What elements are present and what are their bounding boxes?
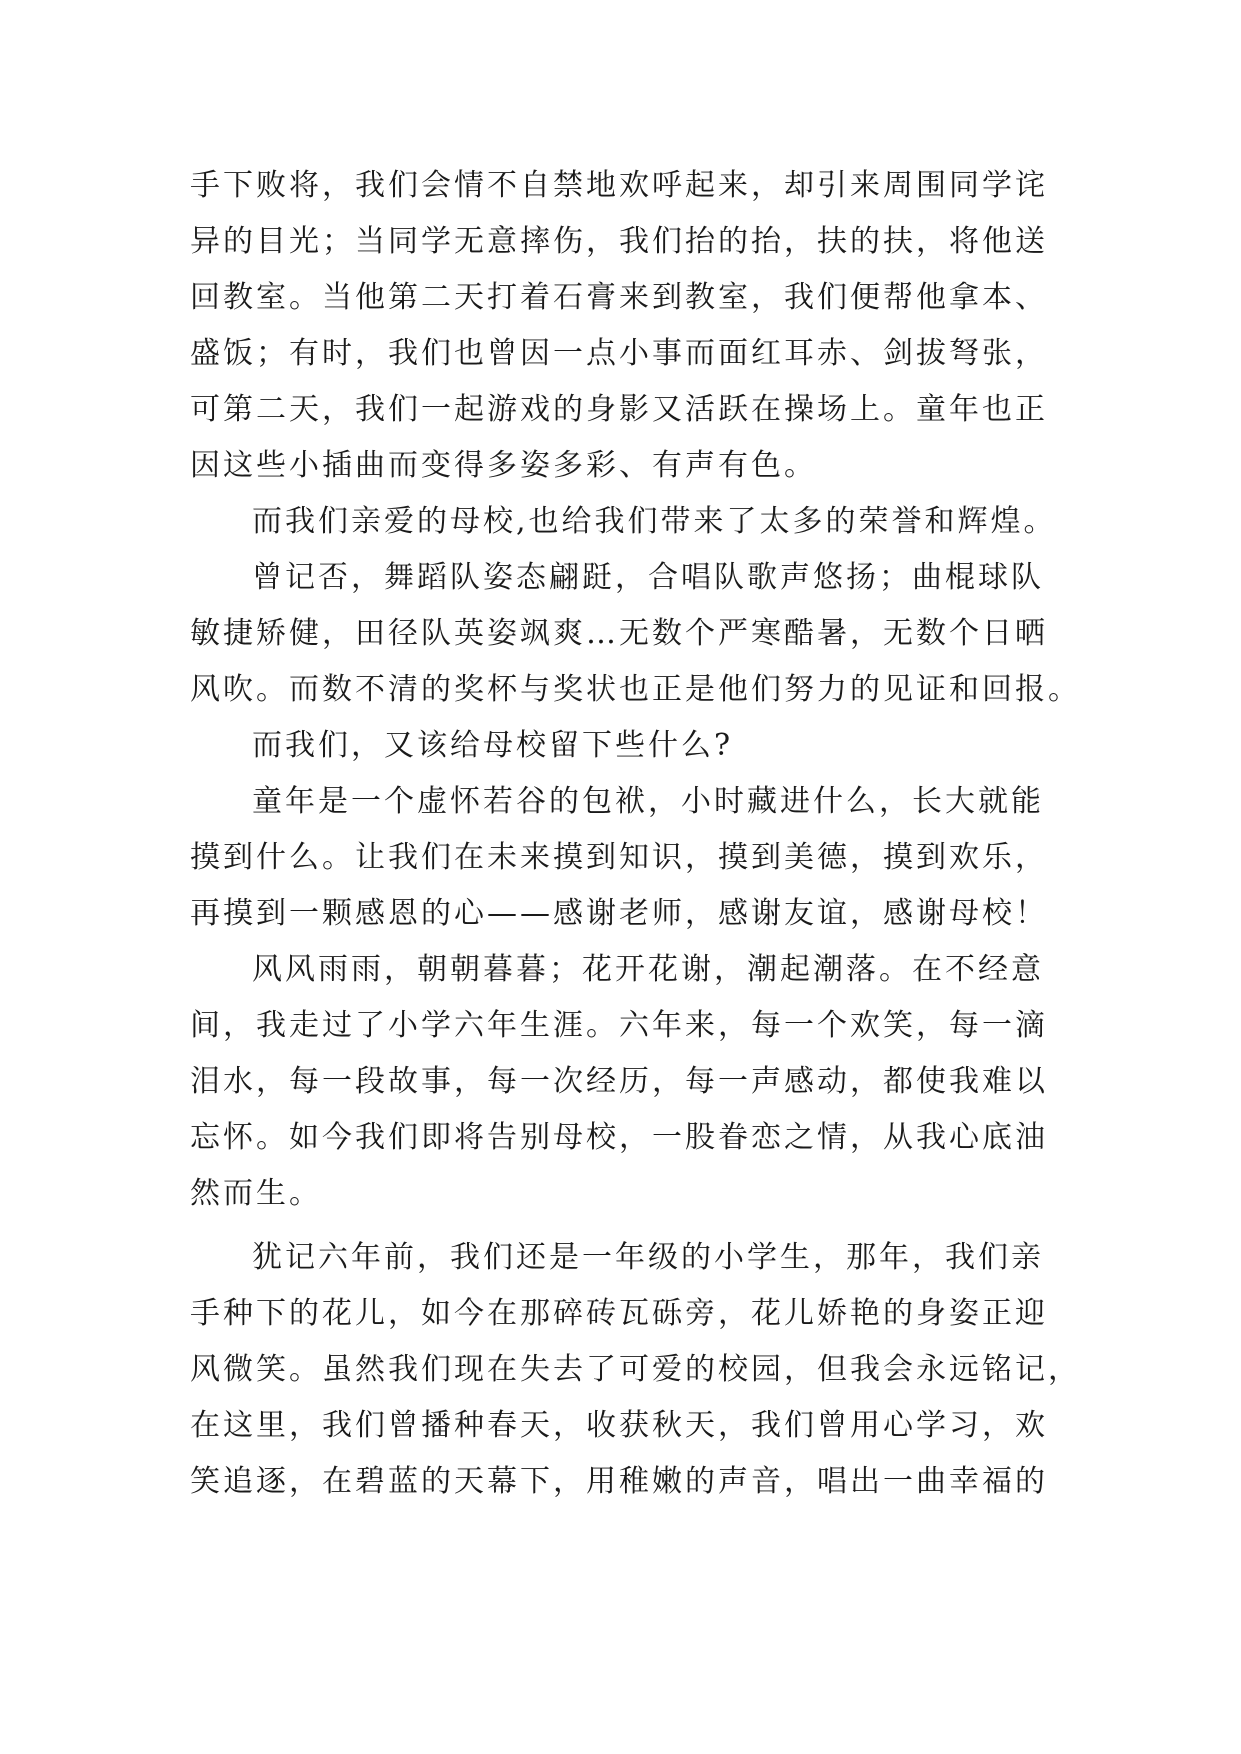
text-line: 泪水，每一段故事，每一次经历，每一声感动，都使我难以 <box>190 1064 1048 1099</box>
text-line: 异的目光；当同学无意摔伤，我们抬的抬，扶的扶，将他送 <box>190 224 1048 259</box>
text-line: 在这里，我们曾播种春天，收获秋天，我们曾用心学习，欢 <box>190 1408 1048 1443</box>
text-line: 忘怀。如今我们即将告别母校，一股眷恋之情，从我心底油 <box>190 1120 1048 1155</box>
text-line: 童年是一个虚怀若谷的包袱，小时藏进什么，长大就能 <box>252 784 1044 819</box>
text-line: 因这些小插曲而变得多姿多彩、有声有色。 <box>190 448 817 483</box>
text-line: 犹记六年前，我们还是一年级的小学生，那年，我们亲 <box>252 1240 1044 1275</box>
text-line: 盛饭；有时，我们也曾因一点小事而面红耳赤、剑拔弩张， <box>190 336 1048 371</box>
text-line: 手下败将，我们会情不自禁地欢呼起来，却引来周围同学诧 <box>190 168 1048 203</box>
text-line: 间，我走过了小学六年生涯。六年来，每一个欢笑，每一滴 <box>190 1008 1048 1043</box>
text-line: 风风雨雨，朝朝暮暮；花开花谢，潮起潮落。在不经意 <box>252 952 1044 987</box>
paragraph-gap <box>190 1222 1050 1230</box>
text-line: 而我们，又该给母校留下些什么? <box>252 728 734 763</box>
text-line: 再摸到一颗感恩的心——感谢老师，感谢友谊，感谢母校！ <box>190 896 1048 931</box>
text-line: 摸到什么。让我们在未来摸到知识，摸到美德，摸到欢乐， <box>190 840 1048 875</box>
text-line: 回教室。当他第二天打着石膏来到教室，我们便帮他拿本、 <box>190 280 1048 315</box>
text-line: 风微笑。虽然我们现在失去了可爱的校园，但我会永远铭记， <box>190 1352 1081 1387</box>
text-line: 而我们亲爱的母校,也给我们带来了太多的荣誉和辉煌。 <box>252 504 1057 539</box>
text-line: 风吹。而数不清的奖杯与奖状也正是他们努力的见证和回报。 <box>190 672 1081 707</box>
body-text <box>190 158 1081 1510</box>
text-line: 可第二天，我们一起游戏的身影又活跃在操场上。童年也正 <box>190 392 1048 427</box>
text-line: 敏捷矫健，田径队英姿飒爽…无数个严寒酷暑，无数个日晒 <box>190 616 1048 651</box>
text-line: 然而生。 <box>190 1176 322 1211</box>
text-line: 笑追逐，在碧蓝的天幕下，用稚嫩的声音，唱出一曲幸福的 <box>190 1464 1048 1499</box>
text-line: 手种下的花儿，如今在那碎砖瓦砾旁，花儿娇艳的身姿正迎 <box>190 1296 1048 1331</box>
text-line: 曾记否，舞蹈队姿态翩跹，合唱队歌声悠扬；曲棍球队 <box>252 560 1044 595</box>
